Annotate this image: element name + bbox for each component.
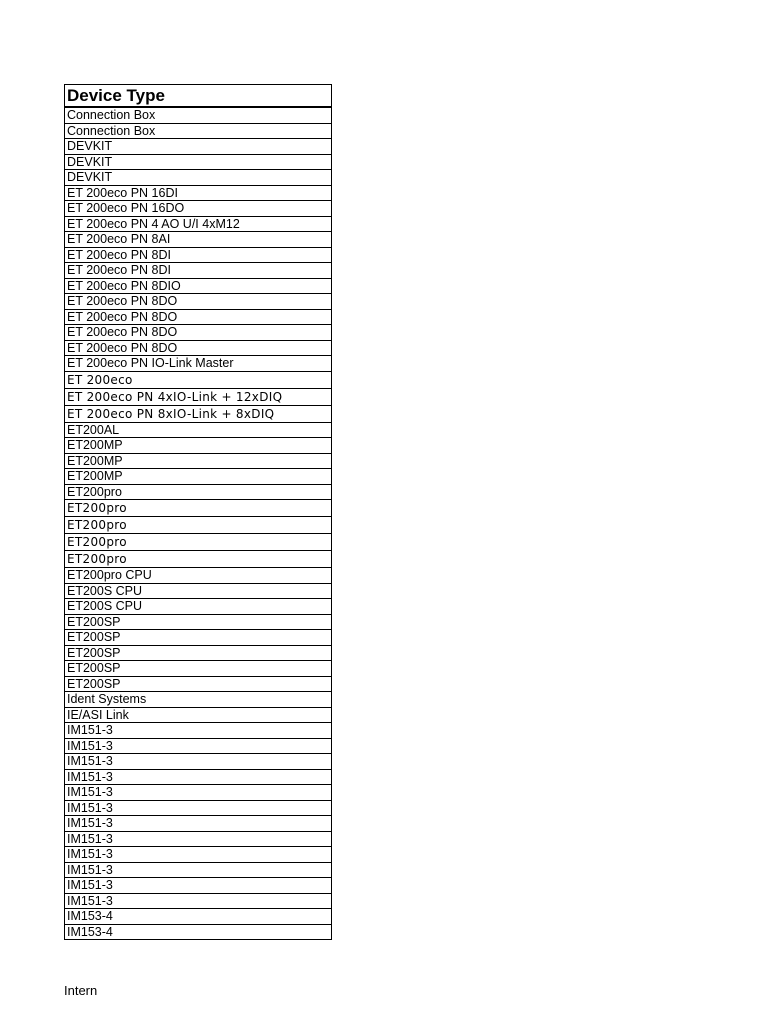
device-type-cell: ET 200eco PN 4xIO-Link + 12xDIQ — [65, 388, 332, 405]
device-type-cell: ET200S CPU — [65, 599, 332, 615]
device-type-cell: IM151-3 — [65, 893, 332, 909]
table-row — [65, 661, 332, 677]
table-row — [65, 534, 332, 551]
table-row — [65, 785, 332, 801]
table-row — [65, 438, 332, 454]
device-type-cell: ET200pro — [65, 551, 332, 568]
table-row — [65, 340, 332, 356]
device-type-cell: ET200MP — [65, 469, 332, 485]
device-type-cell: IM151-3 — [65, 738, 332, 754]
device-type-cell: ET200SP — [65, 661, 332, 677]
device-type-cell: IM151-3 — [65, 723, 332, 739]
device-type-cell: ET 200eco PN 8DIO — [65, 278, 332, 294]
device-type-cell: IM153-4 — [65, 924, 332, 940]
table-row — [65, 139, 332, 155]
device-type-cell: ET 200eco PN 8DI — [65, 247, 332, 263]
device-type-cell: ET 200eco PN 8DO — [65, 340, 332, 356]
table-row — [65, 388, 332, 405]
device-type-cell: ET200AL — [65, 422, 332, 438]
table-row — [65, 568, 332, 584]
table-row — [65, 754, 332, 770]
device-type-cell: IM151-3 — [65, 878, 332, 894]
device-type-cell: IM153-4 — [65, 909, 332, 925]
device-type-cell: ET 200eco PN 8xIO-Link + 8xDIQ — [65, 405, 332, 422]
table-row — [65, 924, 332, 940]
table-row — [65, 583, 332, 599]
table-row — [65, 484, 332, 500]
device-type-cell: ET200SP — [65, 630, 332, 646]
table-row — [65, 738, 332, 754]
device-type-cell: IM151-3 — [65, 769, 332, 785]
table-row — [65, 405, 332, 422]
column-header-device-type: Device Type — [65, 85, 332, 108]
table-row — [65, 294, 332, 310]
device-type-cell: ET 200eco PN 4 AO U/I 4xM12 — [65, 216, 332, 232]
table-row — [65, 123, 332, 139]
device-type-cell: ET200pro — [65, 517, 332, 534]
device-type-cell: ET200MP — [65, 453, 332, 469]
table-row — [65, 154, 332, 170]
table-row — [65, 325, 332, 341]
device-type-cell: ET200SP — [65, 614, 332, 630]
table-row — [65, 723, 332, 739]
table-row — [65, 878, 332, 894]
table-row — [65, 909, 332, 925]
device-type-cell: IM151-3 — [65, 754, 332, 770]
device-type-cell: Connection Box — [65, 107, 332, 123]
table-header-row — [65, 85, 332, 108]
table-row — [65, 517, 332, 534]
table-row — [65, 263, 332, 279]
table-row — [65, 769, 332, 785]
device-type-cell: ET200pro — [65, 500, 332, 517]
table-row — [65, 831, 332, 847]
device-type-table — [64, 84, 332, 940]
device-type-cell: ET 200eco PN 8AI — [65, 232, 332, 248]
table-row — [65, 371, 332, 388]
table-row — [65, 216, 332, 232]
device-type-cell: ET200MP — [65, 438, 332, 454]
device-type-cell: IM151-3 — [65, 816, 332, 832]
device-type-cell: ET200S CPU — [65, 583, 332, 599]
device-type-cell: IM151-3 — [65, 847, 332, 863]
table-row — [65, 356, 332, 372]
device-type-cell: DEVKIT — [65, 154, 332, 170]
device-type-cell: Connection Box — [65, 123, 332, 139]
table-row — [65, 676, 332, 692]
device-type-cell: Ident Systems — [65, 692, 332, 708]
device-type-cell: DEVKIT — [65, 170, 332, 186]
device-type-cell: IM151-3 — [65, 831, 332, 847]
table-row — [65, 599, 332, 615]
device-type-cell: IM151-3 — [65, 862, 332, 878]
table-row — [65, 278, 332, 294]
table-row — [65, 614, 332, 630]
footer-classification-label: Intern — [64, 983, 98, 998]
table-row — [65, 107, 332, 123]
table-row — [65, 893, 332, 909]
device-type-cell: ET 200eco PN 16DI — [65, 185, 332, 201]
table-row — [65, 247, 332, 263]
table-row — [65, 185, 332, 201]
device-type-cell: IE/ASI Link — [65, 707, 332, 723]
table-row — [65, 201, 332, 217]
device-type-cell: ET 200eco PN 16DO — [65, 201, 332, 217]
device-type-cell: ET200pro CPU — [65, 568, 332, 584]
table-row — [65, 170, 332, 186]
table-row — [65, 630, 332, 646]
table-row — [65, 551, 332, 568]
table-row — [65, 800, 332, 816]
device-type-cell: ET200SP — [65, 645, 332, 661]
table-row — [65, 847, 332, 863]
device-type-cell: DEVKIT — [65, 139, 332, 155]
table-body — [65, 107, 332, 940]
table-row — [65, 707, 332, 723]
device-type-cell: ET 200eco PN 8DO — [65, 294, 332, 310]
device-type-cell: IM151-3 — [65, 800, 332, 816]
device-type-cell: ET 200eco — [65, 371, 332, 388]
device-type-cell: ET 200eco PN 8DI — [65, 263, 332, 279]
table-row — [65, 453, 332, 469]
device-type-cell: ET 200eco PN 8DO — [65, 325, 332, 341]
table-row — [65, 309, 332, 325]
device-type-cell: ET 200eco PN 8DO — [65, 309, 332, 325]
device-type-cell: IM151-3 — [65, 785, 332, 801]
table-row — [65, 645, 332, 661]
table-row — [65, 500, 332, 517]
table-row — [65, 692, 332, 708]
device-type-cell: ET 200eco PN IO-Link Master — [65, 356, 332, 372]
table-row — [65, 816, 332, 832]
table-row — [65, 232, 332, 248]
table-row — [65, 862, 332, 878]
device-type-cell: ET200pro — [65, 534, 332, 551]
table-row — [65, 469, 332, 485]
device-type-cell: ET200pro — [65, 484, 332, 500]
device-type-cell: ET200SP — [65, 676, 332, 692]
table-row — [65, 422, 332, 438]
